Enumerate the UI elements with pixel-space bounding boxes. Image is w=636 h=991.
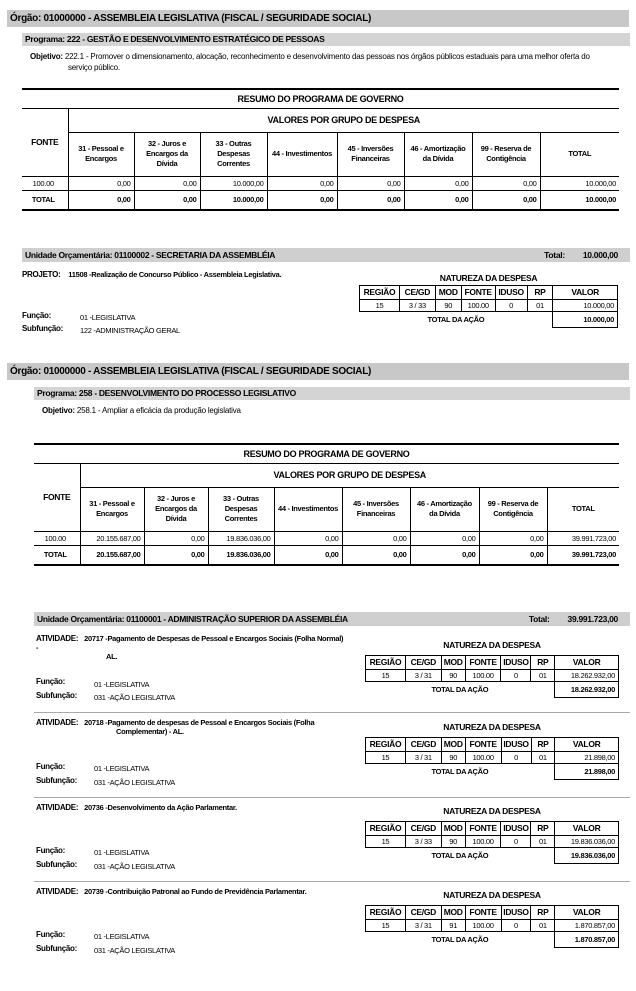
table-row: 15 3 / 33 90 100.00 0 01 10.000,00	[360, 299, 618, 311]
programa-text: 222 - GESTÃO E DESENVOLVIMENTO ESTRATÉGICO DE PESSOAS	[66, 34, 325, 44]
programa-header	[22, 33, 630, 46]
natureza-table: NATUREZA DA DESPESA REGIÃO CE/GD MOD FONTE IDUSO RP VALOR 15 3 / 31 90 100.00 0 01 21.898,00 TOTAL DA AÇÃO 21.898,00	[365, 718, 619, 780]
col-header: TOTAL	[540, 132, 619, 176]
col-header: 99 - Reserva de Contigência	[472, 132, 540, 176]
table-total-row: TOTAL 20.155.687,00 0,00 19.836.036,00 0,00 0,00 0,00 0,00 39.991.723,00	[34, 545, 619, 565]
orgao-label: Órgão:	[10, 13, 41, 24]
orgao-header	[7, 10, 629, 27]
objetivo: Objetivo: 258.1 - Ampliar a eficácia da produção legislativa	[42, 406, 241, 415]
subfuncao-value: 122 -ADMINISTRAÇÃO GERAL	[80, 326, 180, 335]
fonte-header: FONTE	[22, 108, 68, 176]
objetivo-label: Objetivo:	[30, 52, 63, 61]
col-header: 33 - Outras Despesas Correntes	[200, 132, 267, 176]
table-row: 15 3 / 31 90 100.00 0 01 18.262.932,00	[366, 669, 619, 681]
acao-title: PROJETO: 11508 -Realização de Concurso Público - Assembleia Legislativa.	[22, 270, 282, 279]
resumo-table: RESUMO DO PROGRAMA DE GOVERNO FONTE VALORES POR GRUPO DE DESPESA 31 - Pessoal e Encargos 32 - Juros e Encargos da Dívida 33 - Outras Despesas Correntes 44 - Investimentos 45 - Inversões Financeiras 46 - Amortização da Dívida 99 - Reserva de Contigência TOTAL 100.00 20.155.687,00 0,00 19.836.036,00 0,00 0,00 0,00 0,00 39.991.723,00 TOTAL 20.155.687,00 0,00 19.836.036,00 0,00 0,00 0,00 0,00 39.991.723,00	[34, 443, 619, 566]
total-acao-value: 10.000,00	[553, 311, 618, 327]
funcao-label: Função:	[22, 311, 52, 320]
table-row: 15 3 / 31 90 100.00 0 01 21.898,00	[366, 751, 619, 763]
orgao-text: 01000000 - ASSEMBLEIA LEGISLATIVA (FISCAL / SEGURIDADE SOCIAL)	[43, 13, 372, 24]
valores-header: VALORES POR GRUPO DE DESPESA	[68, 108, 619, 132]
natureza-table: NATUREZA DA DESPESA REGIÃO CE/GD MOD FONTE IDUSO RP VALOR 15 3 / 31 91 100.00 0 01 1.870.857,00 TOTAL DA AÇÃO 1.870.857,00	[365, 886, 619, 948]
acao-title: ATIVIDADE: 20718 -Pagamento de despesas de Pessoal e Encargos Sociais (Folha Complementar) - AL.	[36, 718, 315, 736]
subfuncao-label: Subfunção:	[22, 324, 63, 333]
table-total-row: TOTAL 0,00 0,00 10.000,00 0,00 0,00 0,00 0,00 10.000,00	[22, 190, 619, 210]
objetivo	[30, 51, 630, 73]
funcao-value: 01 -LEGISLATIVA	[80, 313, 136, 322]
col-header: 32 - Juros e Encargos da Dívida	[134, 132, 200, 176]
unidade-header: Unidade Orçamentária: 01100001 - ADMINISTRAÇÃO SUPERIOR DA ASSEMBLÉIA Total: 39.991.723,00	[34, 612, 630, 626]
total-value: 10.000,00	[582, 250, 618, 260]
resumo-title: RESUMO DO PROGRAMA DE GOVERNO	[22, 89, 619, 108]
objetivo-text-2: serviço público.	[68, 63, 120, 72]
natureza-table: NATUREZA DA DESPESA REGIÃO CE/GD MOD FONTE IDUSO RP VALOR 15 3 / 31 90 100.00 0 01 18.262.932,00 TOTAL DA AÇÃO 18.262.932,00	[365, 636, 619, 698]
acao-title: ATIVIDADE: 20717 -Pagamento de Despesas de Pessoal e Encargos Sociais (Folha Normal) - AL.	[36, 634, 344, 661]
col-header: 44 - Investimentos	[267, 132, 337, 176]
unidade-label: Unidade Orçamentária:	[25, 250, 113, 260]
natureza-table: NATUREZA DA DESPESA REGIÃO CE/GD MOD FONTE IDUSO RP VALOR 15 3 / 33 90 100.00 0 01 19.836.036,00 TOTAL DA AÇÃO 19.836.036,00	[365, 802, 619, 864]
orgao-header: Órgão: 01000000 - ASSEMBLEIA LEGISLATIVA (FISCAL / SEGURIDADE SOCIAL)	[7, 363, 629, 380]
table-row: 100.00 0,00 0,00 10.000,00 0,00 0,00 0,00 0,00 10.000,00	[22, 176, 619, 190]
programa-label: Programa:	[25, 34, 65, 44]
unidade-text: 01100002 - SECRETARIA DA ASSEMBLÉIA	[114, 250, 276, 260]
acao-title: ATIVIDADE: 20739 -Contribuição Patronal ao Fundo de Previdência Parlamentar.	[36, 887, 307, 896]
table-row: 15 3 / 33 90 100.00 0 01 19.836.036,00	[366, 835, 619, 847]
resumo-table	[22, 88, 619, 211]
col-header: 46 - Amortização da Dívida	[404, 132, 472, 176]
total-label: Total:	[544, 250, 565, 260]
table-row: 15 3 / 31 91 100.00 0 01 1.870.857,00	[366, 919, 619, 931]
unidade-header	[22, 248, 630, 262]
objetivo-text: 222.1 - Promover o dimensionamento, alocação, reconhecimento e desenvolvimento das pessoas nos órgãos públicos estaduais para uma melhor oferta do	[64, 52, 590, 61]
col-header: 31 - Pessoal e Encargos	[68, 132, 134, 176]
table-row: 100.00 20.155.687,00 0,00 19.836.036,00 0,00 0,00 0,00 0,00 39.991.723,00	[34, 531, 619, 545]
programa-header: Programa: 258 - DESENVOLVIMENTO DO PROCESSO LEGISLATIVO	[34, 387, 630, 400]
natureza-table: NATUREZA DA DESPESA REGIÃO CE/GD MOD FONTE IDUSO RP VALOR 15 3 / 33 90 100.00 0 01 10.000,00 TOTAL DA AÇÃO 10.000,00	[359, 271, 618, 328]
acao-title: ATIVIDADE: 20736 -Desenvolvimento da Ação Parlamentar.	[36, 803, 237, 812]
col-header: 45 - Inversões Financeiras	[337, 132, 404, 176]
